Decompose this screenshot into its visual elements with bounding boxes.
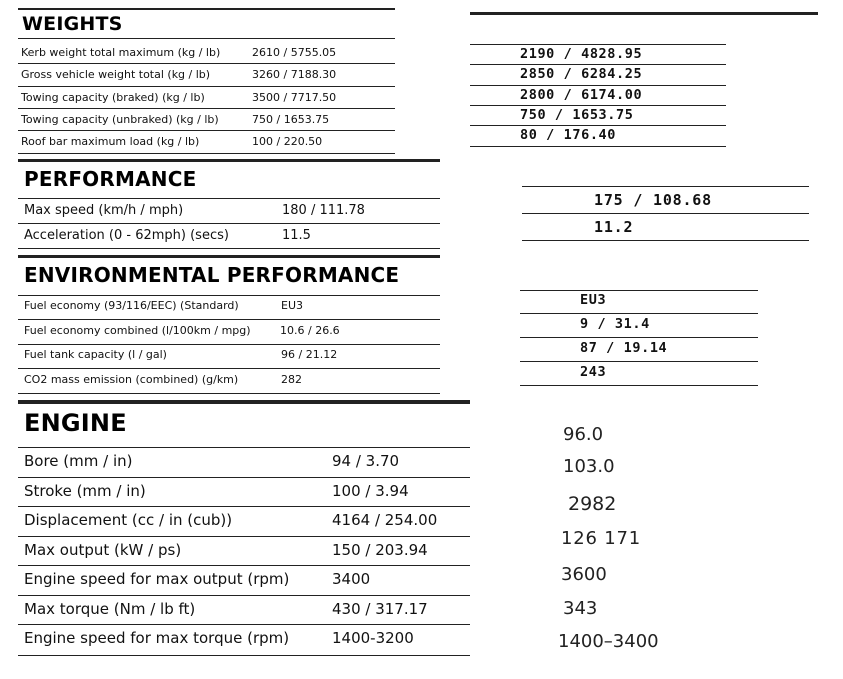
weights-title: WEIGHTS xyxy=(22,13,123,35)
environmental-row-value: 10.6 / 26.6 xyxy=(280,324,340,337)
environmental-title: ENVIRONMENTAL PERFORMANCE xyxy=(24,263,400,287)
weights-row-value: 750 / 1653.75 xyxy=(252,113,330,126)
environmental-row-value: 96 / 21.12 xyxy=(281,348,338,361)
weights-row-value: 3500 / 7717.50 xyxy=(252,91,337,104)
performance-row-value: 11.5 xyxy=(282,228,311,243)
engine-row-value: 1400-3200 xyxy=(332,629,414,647)
performance-row-label: Max speed (km/h / mph) xyxy=(24,203,184,218)
weights-compare-value: 2850 / 6284.25 xyxy=(520,66,643,82)
weights-compare-value: 750 / 1653.75 xyxy=(520,107,634,123)
weights-compare-value: 80 / 176.40 xyxy=(520,127,617,143)
engine-row-label: Stroke (mm / in) xyxy=(24,482,146,500)
engine-row-label: Max torque (Nm / lb ft) xyxy=(24,600,196,618)
engine-row-value: 430 / 317.17 xyxy=(332,600,428,618)
engine-row-label: Engine speed for max torque (rpm) xyxy=(24,629,290,647)
engine-title: ENGINE xyxy=(24,409,127,437)
weights-row-label: Towing capacity (braked) (kg / lb) xyxy=(21,91,205,104)
engine-row-label: Engine speed for max output (rpm) xyxy=(24,570,290,588)
engine-row-label: Bore (mm / in) xyxy=(24,452,133,470)
engine-row-value: 4164 / 254.00 xyxy=(332,511,438,529)
environmental-row-label: Fuel economy combined (l/100km / mpg) xyxy=(24,324,251,337)
performance-compare-value: 11.2 xyxy=(594,218,634,236)
environmental-row-value: EU3 xyxy=(281,299,303,312)
performance-compare-value: 175 / 108.68 xyxy=(594,191,712,209)
engine-row-value: 3400 xyxy=(332,570,371,588)
weights-row-label: Kerb weight total maximum (kg / lb) xyxy=(21,46,221,59)
environmental-row-value: 282 xyxy=(281,373,302,386)
engine-row-label: Displacement (cc / in (cub)) xyxy=(24,511,233,529)
weights-compare-value: 2800 / 6174.00 xyxy=(520,87,643,103)
environmental-compare-value: 243 xyxy=(580,364,607,380)
engine-compare-value: 103.0 xyxy=(563,456,615,477)
weights-compare-value: 2190 / 4828.95 xyxy=(520,46,643,62)
environmental-compare-value: 87 / 19.14 xyxy=(580,340,668,356)
engine-compare-value: 96.0 xyxy=(563,424,604,445)
engine-row-value: 150 / 203.94 xyxy=(332,541,428,559)
engine-compare-value: 2982 xyxy=(568,493,617,515)
weights-row-value: 100 / 220.50 xyxy=(252,135,323,148)
environmental-row-label: Fuel tank capacity (l / gal) xyxy=(24,348,167,361)
environmental-compare-value: 9 / 31.4 xyxy=(580,316,650,332)
weights-row-label: Roof bar maximum load (kg / lb) xyxy=(21,135,200,148)
engine-compare-value: 3600 xyxy=(561,564,607,585)
weights-row-label: Towing capacity (unbraked) (kg / lb) xyxy=(21,113,219,126)
performance-row-label: Acceleration (0 - 62mph) (secs) xyxy=(24,228,229,243)
engine-row-value: 100 / 3.94 xyxy=(332,482,409,500)
engine-row-label: Max output (kW / ps) xyxy=(24,541,182,559)
engine-compare-value: 1400–3400 xyxy=(558,631,659,652)
weights-row-label: Gross vehicle weight total (kg / lb) xyxy=(21,68,211,81)
engine-compare-value: 343 xyxy=(563,598,598,619)
weights-row-value: 3260 / 7188.30 xyxy=(252,68,337,81)
performance-title: PERFORMANCE xyxy=(24,167,197,191)
weights-row-value: 2610 / 5755.05 xyxy=(252,46,337,59)
environmental-compare-value: EU3 xyxy=(580,292,607,308)
engine-row-value: 94 / 3.70 xyxy=(332,452,400,470)
engine-compare-value: 126 171 xyxy=(561,528,642,549)
environmental-row-label: Fuel economy (93/116/EEC) (Standard) xyxy=(24,299,239,312)
performance-row-value: 180 / 111.78 xyxy=(282,203,365,218)
environmental-row-label: CO2 mass emission (combined) (g/km) xyxy=(24,373,239,386)
